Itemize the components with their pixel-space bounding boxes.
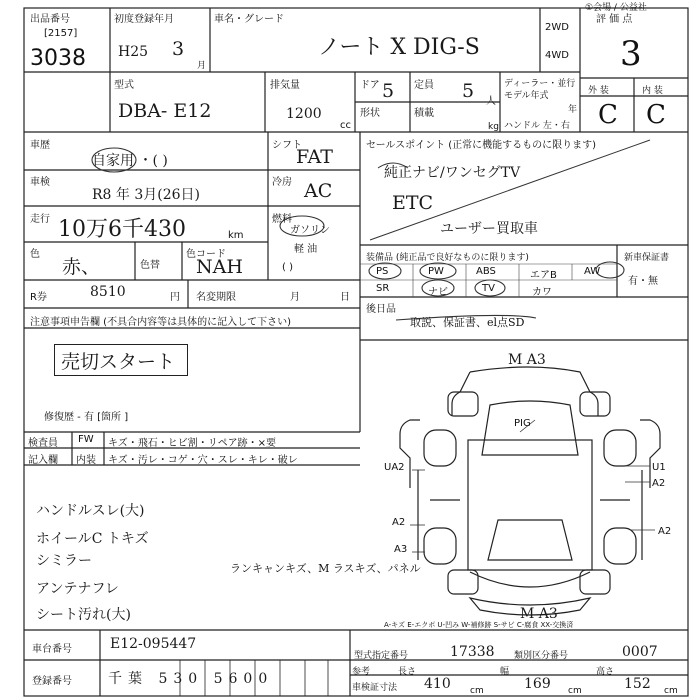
fuel-gas: ガソリン: [290, 225, 330, 236]
door-label: ドア: [360, 80, 380, 91]
width-label: 幅: [500, 667, 510, 677]
diag-left-3: A3: [394, 544, 408, 555]
equip-abs: ABS: [476, 266, 496, 277]
type-no-value: 17338: [450, 644, 495, 660]
drive-4wd: 4WD: [545, 50, 569, 61]
fuel-label: 燃料: [272, 214, 292, 225]
color-code-value: NAH: [196, 256, 243, 278]
inspection-value: R8 年 3月(26日): [92, 187, 200, 203]
yen-unit: 円: [170, 292, 180, 303]
reg-month: 3: [172, 38, 185, 60]
load-label: 積載: [414, 108, 434, 119]
plate-label: 登録番号: [32, 676, 72, 687]
model-year-label: モデル年式: [504, 91, 549, 101]
diag-roof-mark: PIG: [514, 418, 531, 429]
shift-label: シフト: [272, 140, 302, 151]
fuel-other: ( ): [282, 262, 293, 273]
cap-value: 5: [462, 80, 475, 102]
remark-2: ホイールC トキズ: [36, 531, 149, 547]
equip-sr: SR: [376, 283, 390, 294]
name-change-label: 名変期限: [196, 292, 236, 303]
nc-month: 月: [290, 292, 300, 303]
chassis-value: E12-095447: [110, 636, 197, 652]
ext-value: C: [598, 100, 618, 130]
diag-right-1: U1: [652, 462, 666, 473]
remark-6: シート汚れ(大): [36, 607, 131, 623]
load-unit: kg: [488, 122, 499, 132]
cap-unit: 人: [486, 96, 496, 107]
repair-label: 修復歴 - 有 [箇所 ]: [44, 412, 129, 423]
color-label: 色: [30, 249, 40, 260]
remark-3: シミラー: [36, 553, 92, 569]
grade-label: 評 価 点: [596, 14, 633, 25]
ac-label: 冷房: [272, 177, 292, 188]
color-change-label: 色替: [140, 260, 160, 271]
notes-label: 注意事項申告欄 (不具合内容等は具体的に記入して下さい): [30, 317, 291, 328]
diag-left-1: UA2: [384, 462, 405, 473]
equip-ps: PS: [376, 266, 389, 277]
recycle-value: 8510: [90, 284, 126, 300]
name-value: ノート X DIG-S: [318, 35, 480, 60]
venue-stamp: ①会場 / 公益社: [585, 3, 647, 13]
width-value: 169: [524, 676, 551, 692]
diag-right-3: A2: [658, 526, 672, 537]
warranty-value: 有・無: [628, 276, 658, 287]
reg-year: H25: [118, 44, 149, 60]
drive-2wd: 2WD: [545, 22, 569, 33]
len-unit: cm: [470, 686, 484, 696]
equip-navi: ナビ: [428, 287, 448, 298]
month-unit: 月: [197, 61, 207, 71]
shift-value: FAT: [296, 146, 333, 168]
height-unit: cm: [664, 686, 678, 696]
len-value: 410: [424, 676, 451, 692]
disp-value: 1200: [286, 106, 322, 122]
chassis-label: 車台番号: [32, 644, 72, 655]
after-label: 後日品: [366, 304, 396, 315]
diag-front-mark: M A3: [508, 352, 546, 368]
sales-line2: ETC: [392, 192, 434, 214]
ac-value: AC: [304, 180, 333, 202]
notes-value: 売切スタート: [61, 351, 176, 373]
equip-airbag: エアB: [530, 270, 557, 281]
diag-left-2: A2: [392, 517, 406, 528]
disp-unit: cc: [340, 120, 351, 131]
type-no-label: 型式指定番号: [354, 651, 409, 661]
km-unit: km: [228, 230, 244, 241]
equip-label: 装備品 (純正品で良好なものに限ります): [366, 253, 529, 263]
grade-value: 3: [620, 34, 642, 74]
sales-line3: ユーザー買取車: [440, 221, 538, 237]
nc-day: 日: [340, 292, 350, 303]
equip-aw: AW: [584, 266, 601, 277]
color-code-label: 色コード: [186, 249, 226, 260]
remark-1: ハンドルスレ(大): [36, 503, 145, 519]
fw-label: FW: [78, 434, 94, 445]
height-label: 高さ: [596, 667, 615, 677]
name-label: 車名・グレード: [214, 14, 284, 25]
equip-pw: PW: [428, 266, 444, 277]
sales-label: セールスポイント (正常に機能するものに限ります): [366, 140, 597, 151]
handle-label: ハンドル 左・右: [504, 121, 570, 131]
car-diagram-lines: [400, 367, 660, 615]
fuel-diesel: 軽 油: [294, 244, 318, 255]
notes-box: [54, 344, 188, 376]
class-no-value: 0007: [622, 644, 658, 660]
int-label: 内 装: [642, 86, 663, 96]
diag-legend: A-キズ E-エクボ U-凹み W-補修跡 S-サビ C-腐食 XX-交換済: [384, 621, 574, 629]
plate-value: 千葉 530 5600: [108, 671, 274, 687]
class-no-label: 類別区分番号: [514, 651, 569, 661]
disp-label: 排気量: [270, 80, 300, 91]
diag-rear-mark: M A3: [520, 606, 558, 622]
reg-label: 初度登録年月: [114, 14, 174, 25]
remark-4: ランキャンキズ、M ラスキズ、パネル: [230, 562, 421, 575]
color-value: 赤、: [62, 256, 101, 278]
diag-right-2: A2: [652, 478, 666, 489]
after-value: 取説、保証書、el点SD: [410, 316, 525, 329]
sales-line1: 純正ナビ/ワンセグTV: [384, 165, 521, 181]
history-value: 自家用 ・( ): [92, 153, 168, 169]
inspector-label: 検査員: [28, 438, 58, 449]
entry-label: 記入欄: [28, 455, 58, 466]
recycle-label: R券: [30, 292, 47, 303]
inspection-label: 車検: [30, 177, 50, 188]
ref-label: 参考: [352, 667, 371, 677]
height-value: 152: [624, 676, 651, 692]
dealer-label: ディーラー・並行: [504, 79, 576, 89]
model-value: DBA- E12: [118, 100, 212, 122]
year-unit: 年: [568, 105, 578, 115]
history-label: 車歴: [30, 140, 50, 151]
equip-tv: TV: [482, 283, 495, 294]
cap-label: 定員: [414, 80, 434, 91]
lot-number: 3038: [30, 46, 86, 71]
mileage-value: 10万6千430: [58, 217, 186, 242]
int-value: C: [646, 100, 666, 130]
ext-label: 外 装: [588, 86, 609, 96]
mileage-label: 走行: [30, 214, 50, 225]
len-label: 長さ: [398, 667, 417, 677]
interior-label: 内装: [76, 455, 96, 466]
cert-label: 車検証寸法: [352, 683, 398, 693]
model-label: 型式: [114, 80, 134, 91]
equip-leather: カワ: [532, 287, 552, 298]
inspector-row2: キズ・汚レ・コゲ・穴・スレ・キレ・破レ: [108, 455, 298, 466]
lot-label: 出品番号: [30, 14, 70, 25]
inspector-row1: キズ・飛石・ヒビ割・リペア跡・×要: [108, 438, 276, 449]
shape-label: 形状: [360, 108, 380, 119]
door-value: 5: [382, 80, 395, 102]
warranty-label: 新車保証書: [624, 253, 670, 263]
width-unit: cm: [568, 686, 582, 696]
remark-5: アンテナフレ: [36, 581, 119, 597]
lot-sub: [2157]: [44, 28, 78, 39]
